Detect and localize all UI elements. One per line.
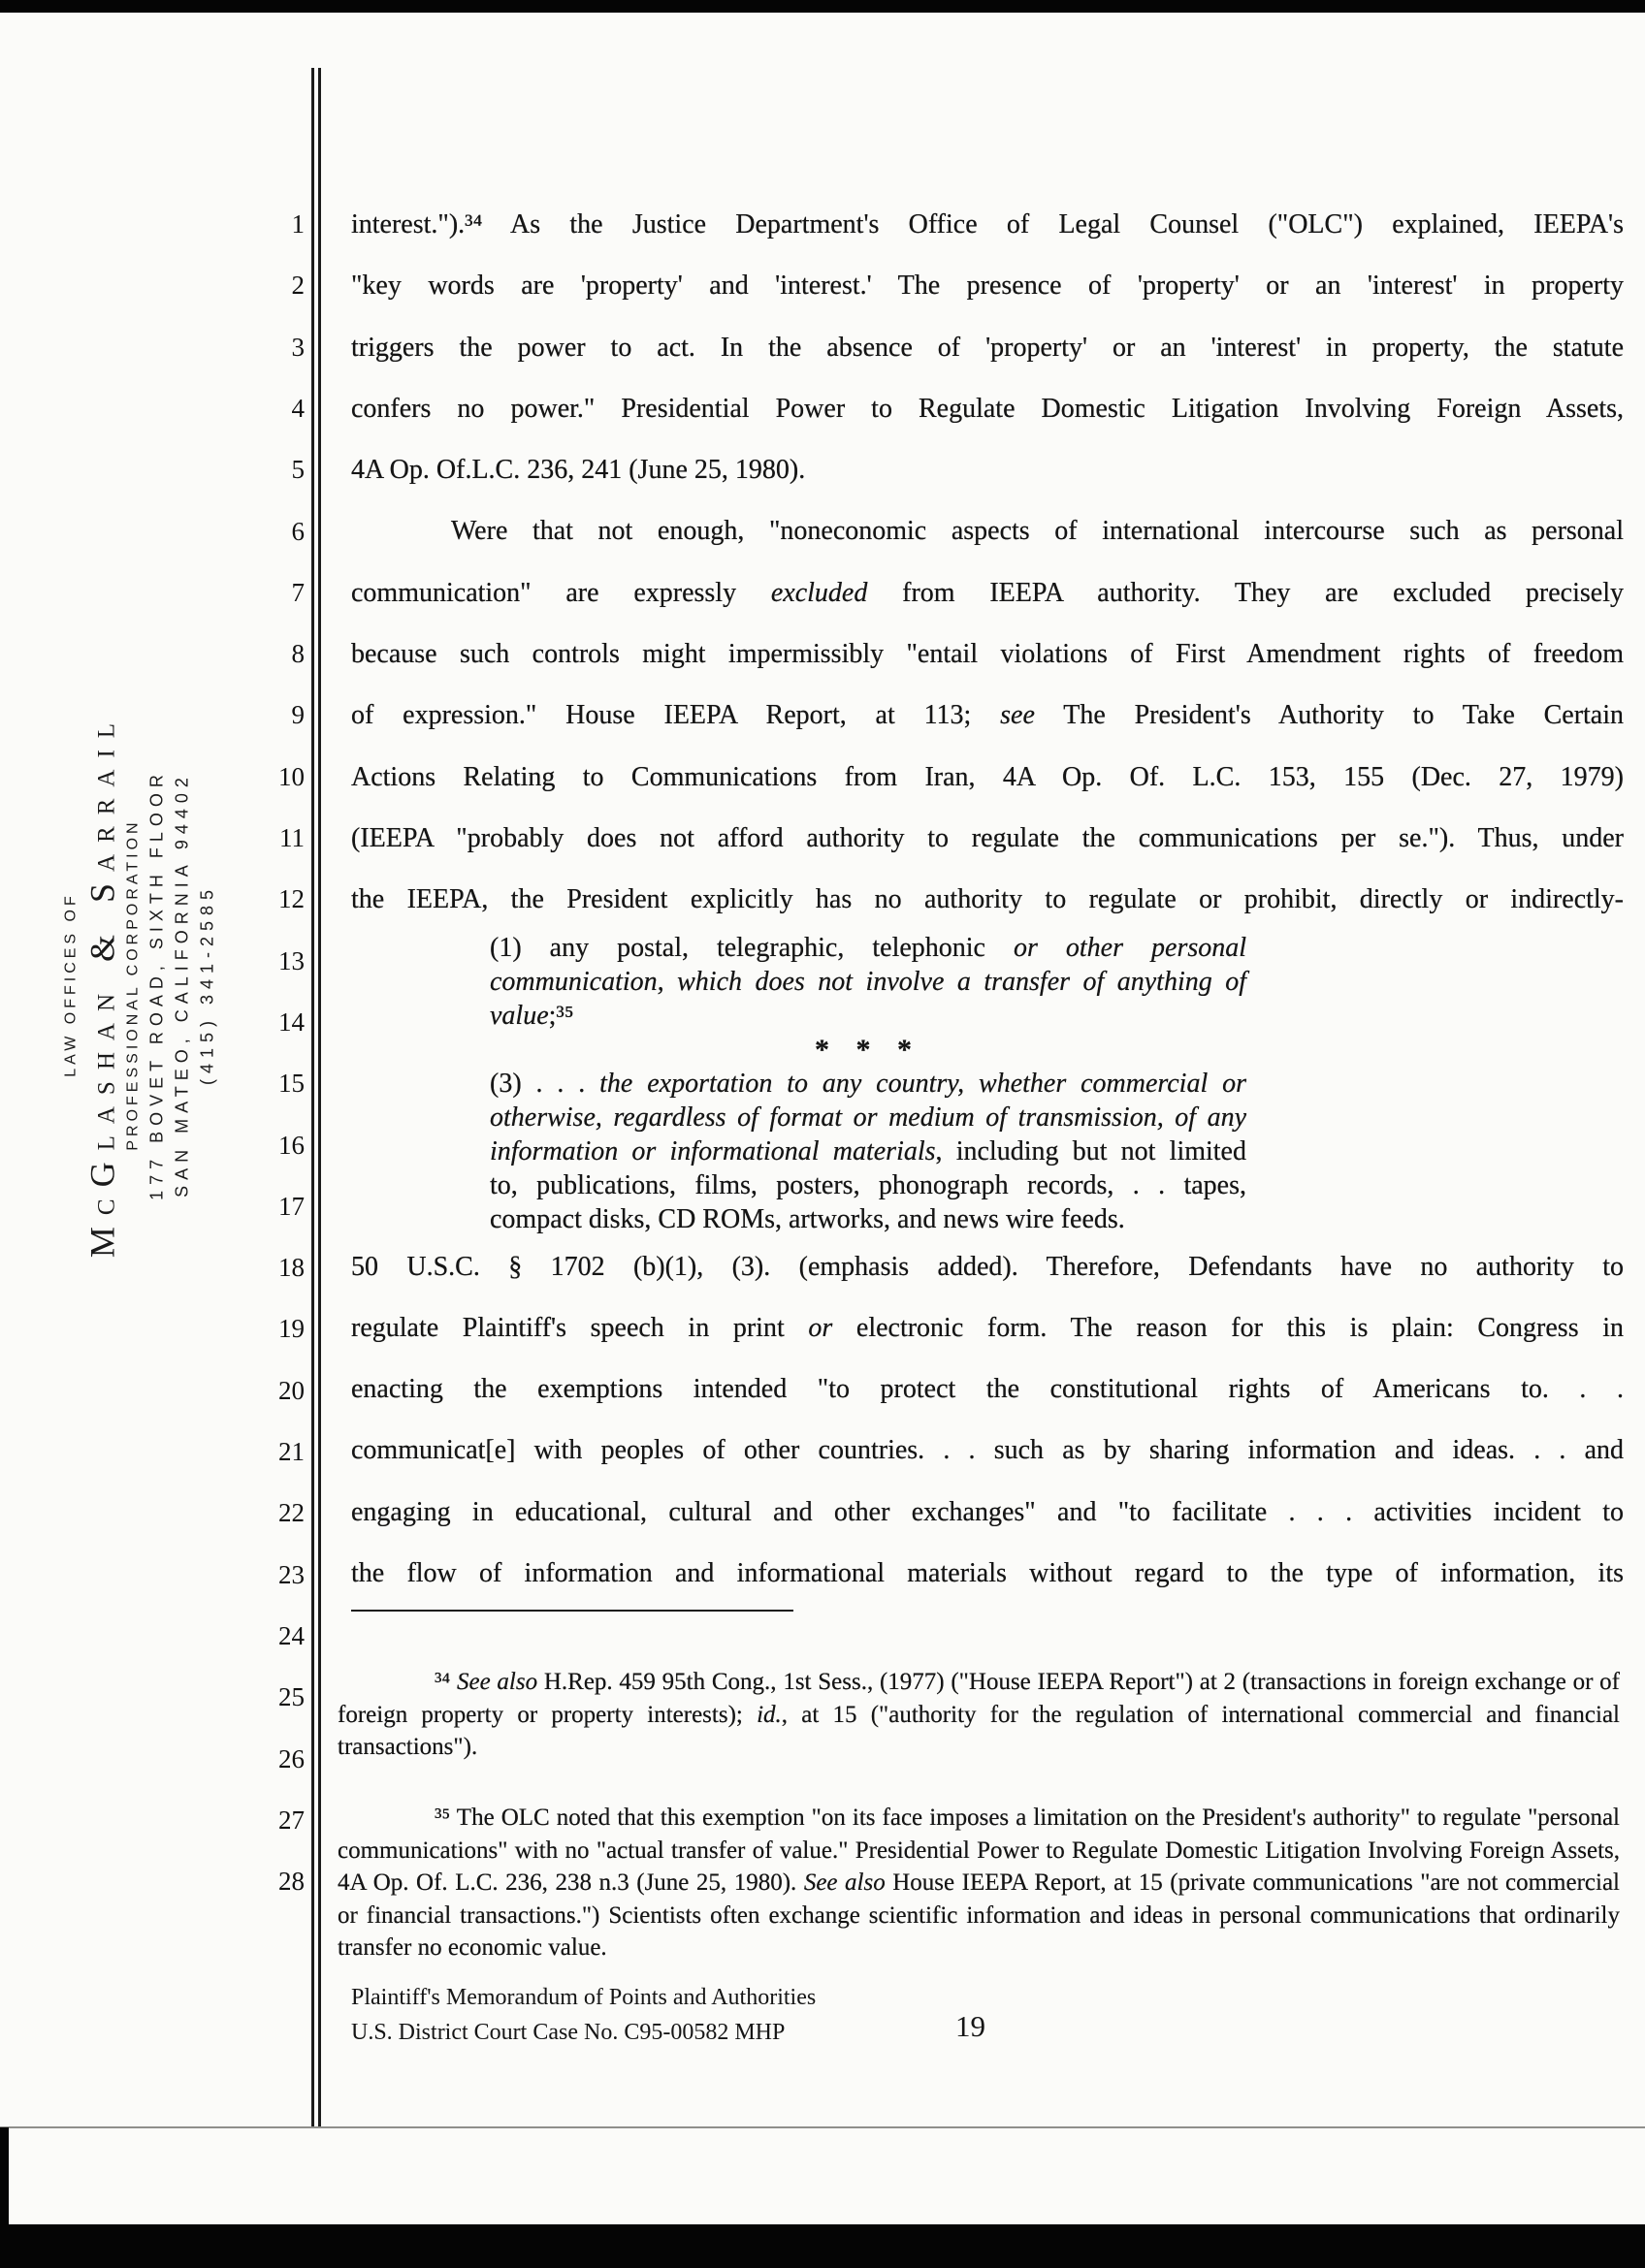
scan-artifact-page-edge-line [0, 2126, 1645, 2128]
body-line: 4A Op. Of.L.C. 236, 241 (June 25, 1980). [351, 455, 806, 486]
line-number-21: 21 [278, 1437, 305, 1466]
professional-corporation-label: PROFESSIONAL CORPORATION [124, 818, 142, 1151]
line-number-27: 27 [278, 1805, 305, 1835]
quote-line: communication, which does not involve a transfer of anything of [490, 966, 1246, 997]
line-number-7: 7 [291, 577, 305, 607]
line-number-5: 5 [291, 455, 305, 485]
pleading-double-rule-inner [318, 68, 321, 2126]
quote-asterisks: * * * [815, 1033, 921, 1066]
quote-line: to, publications, films, posters, phonograph records, . . tapes, [490, 1169, 1246, 1200]
line-number-4: 4 [291, 393, 305, 423]
firm-city-address: SAN MATEO, CALIFORNIA 94402 [172, 772, 192, 1198]
line-number-9: 9 [291, 700, 305, 730]
quote-line: value;³⁵ [490, 1000, 574, 1031]
body-line: the IEEPA, the President explicitly has no authority to regulate or prohibit, directly or indirectly- [351, 884, 1624, 915]
quote-line: otherwise, regardless of format or medium of transmission, of any [490, 1102, 1246, 1133]
line-number-24: 24 [278, 1620, 305, 1650]
body-line: communication" are expressly excluded from IEEPA authority. They are excluded precisely [351, 577, 1624, 608]
body-line: 50 U.S.C. § 1702 (b)(1), (3). (emphasis added). Therefore, Defendants have no authority to [351, 1251, 1624, 1282]
body-line: engaging in educational, cultural and other exchanges" and "to facilitate . . . activities incident to [351, 1496, 1624, 1527]
footnote-34: ³⁴ See also H.Rep. 459 95th Cong., 1st Sess., (1977) ("House IEEPA Report") at 2 (transactions in foreign exchange or of foreign property or property interests); id., at 15 ("authority for the regulation of international commercial and financial transactions"). [338, 1669, 1620, 1760]
body-line: Were that not enough, "noneconomic aspects of international intercourse such as personal [451, 516, 1624, 547]
body-line: confers no power." Presidential Power to Regulate Domestic Litigation Involving Foreign Assets, [351, 393, 1624, 424]
line-number-22: 22 [278, 1498, 305, 1528]
line-number-13: 13 [278, 945, 305, 975]
quote-line: (3) . . . the exportation to any country, whether commercial or [490, 1068, 1247, 1099]
line-number-19: 19 [278, 1314, 305, 1344]
law-offices-of-label: LAW OFFICES OF [62, 892, 80, 1077]
line-number-20: 20 [278, 1375, 305, 1405]
line-number-28: 28 [278, 1867, 305, 1897]
footnote-separator [351, 1610, 793, 1612]
line-number-14: 14 [278, 1006, 305, 1037]
quote-line: information or informational materials, including but not limited [490, 1135, 1246, 1166]
line-number-17: 17 [278, 1191, 305, 1221]
line-number-12: 12 [278, 884, 305, 914]
line-number-25: 25 [278, 1682, 305, 1712]
body-line: interest.").³⁴ As the Justice Department's Office of Legal Counsel ("OLC") explained, IEEPA's [351, 209, 1624, 240]
page-footer [351, 1980, 816, 2050]
quote-line: compact disks, CD ROMs, artworks, and news wire feeds. [490, 1203, 1125, 1234]
body-line: because such controls might impermissibly "entail violations of First Amendment rights of freedom [351, 639, 1624, 670]
line-number-10: 10 [278, 761, 305, 791]
page-number: 19 [955, 2009, 985, 2043]
body-line: of expression." House IEEPA Report, at 113; see The President's Authority to Take Certain [351, 700, 1625, 731]
body-line: the flow of information and informational materials without regard to the type of information, its [351, 1558, 1624, 1589]
body-line: enacting the exemptions intended "to protect the constitutional rights of Americans to. . . [351, 1374, 1624, 1405]
footer-case-number: U.S. District Court Case No. C95-00582 MHP [351, 2020, 786, 2045]
pleading-double-rule-outer [311, 68, 314, 2126]
line-number-15: 15 [278, 1069, 305, 1099]
line-number-16: 16 [278, 1130, 305, 1160]
footer-document-title: Plaintiff's Memorandum of Points and Authorities [351, 1985, 817, 2010]
body-line: regulate Plaintiff's speech in print or electronic form. The reason for this is plain: Congress in [351, 1312, 1624, 1343]
body-line: triggers the power to act. In the absence of 'property' or an 'interest' in property, the statute [351, 332, 1624, 363]
line-number-1: 1 [291, 209, 305, 239]
firm-name: McGlashan & Sarrail [82, 711, 122, 1259]
line-number-3: 3 [291, 332, 305, 362]
line-number-11: 11 [279, 823, 305, 852]
scan-artifact-top-bar [0, 0, 1645, 13]
scan-artifact-bottom-bar [0, 2224, 1645, 2268]
line-number-2: 2 [291, 271, 305, 301]
body-line: "key words are 'property' and 'interest.' The presence of 'property' or an 'interest' in property [351, 271, 1624, 302]
line-number-6: 6 [291, 516, 305, 546]
line-number-18: 18 [278, 1253, 305, 1283]
law-firm-sidebar [61, 602, 231, 1368]
line-number-23: 23 [278, 1559, 305, 1589]
line-number-26: 26 [278, 1743, 305, 1773]
scan-artifact-left-strip [0, 2127, 9, 2224]
body-line: Actions Relating to Communications from Iran, 4A Op. Of. L.C. 153, 155 (Dec. 27, 1979) [351, 761, 1624, 792]
footnote-35: ³⁵ The OLC noted that this exemption "on its face imposes a limitation on the President's authority" to regulate "personal communications" with no "actual transfer of value." Presidential Power to Regulate Domestic Litigation Involving Foreign Assets, 4A Op. Of. L.C. 236, 238 n.3 (June 25, 1980). See also House IEEPA Report, at 15 (private communications "are not commercial or financial transactions.") Scientists often exchange scientific information and ideas in personal communications that ordinarily transfer no economic value. [338, 1805, 1621, 1961]
body-line: (IEEPA "probably does not afford authority to regulate the communications per se."). Thus, under [351, 822, 1624, 853]
firm-street-address: 177 BOVET ROAD, SIXTH FLOOR [146, 769, 167, 1200]
firm-phone: (415) 341-2585 [197, 883, 217, 1086]
body-text [351, 194, 1624, 1604]
quote-line: (1) any postal, telegraphic, telephonic or other personal [490, 932, 1247, 963]
body-line: communicat[e] with peoples of other countries. . . such as by sharing information and ideas. . . and [351, 1435, 1624, 1466]
line-number-8: 8 [291, 639, 305, 669]
